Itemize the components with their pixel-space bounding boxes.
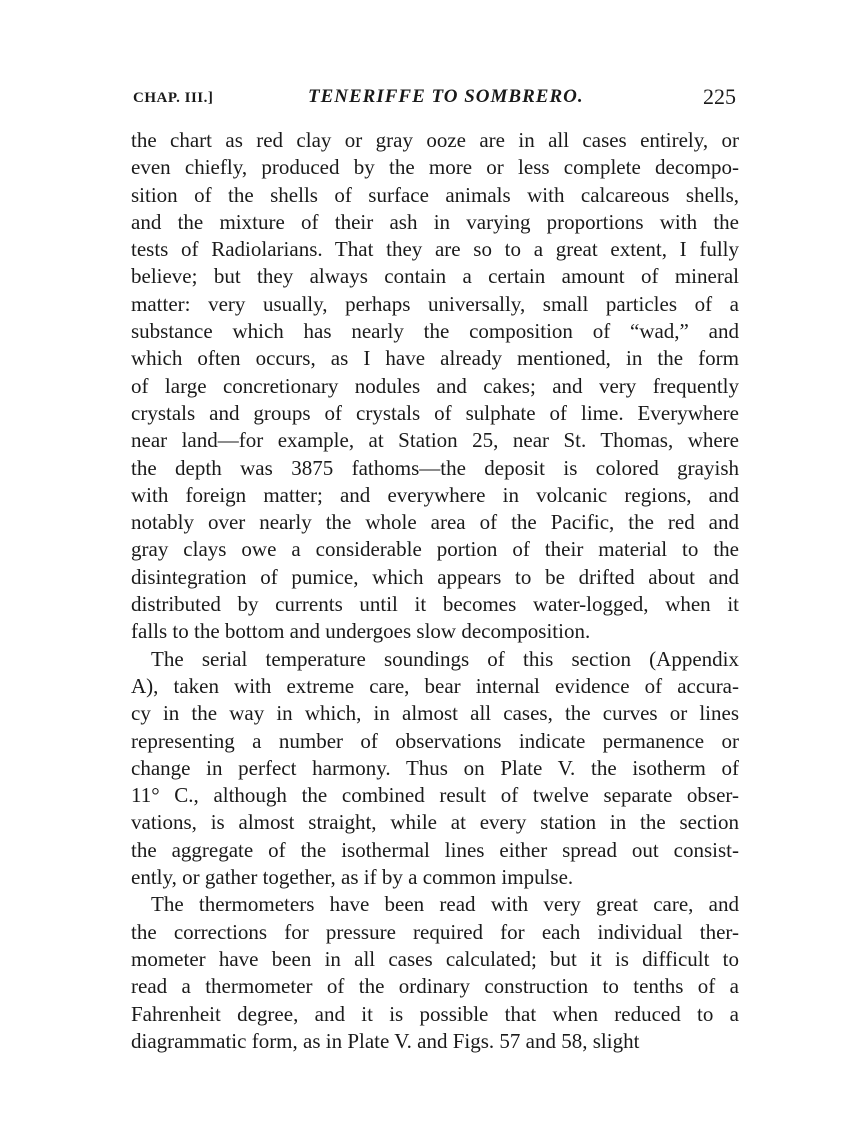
text-line: which often occurs, as I have already mentioned, in the form (131, 346, 739, 371)
text-line: notably over nearly the whole area of the Pacific, the red and (131, 510, 739, 535)
body-text (131, 127, 739, 1055)
text-line: of large concretionary nodules and cakes; and very frequently (131, 373, 739, 398)
text-line: crystals and groups of crystals of sulphate of lime. Everywhere (131, 400, 739, 425)
text-line: read a thermometer of the ordinary construction to tenths of a (131, 974, 739, 999)
text-line: 11° C., although the combined result of twelve separate obser- (131, 783, 739, 808)
text-line: mometer have been in all cases calculated; but it is difficult to (131, 946, 739, 971)
text-line: near land—for example, at Station 25, near St. Thomas, where (131, 428, 739, 453)
text-line: gray clays owe a considerable portion of their material to the (131, 537, 739, 562)
text-line: cy in the way in which, in almost all cases, the curves or lines (131, 701, 739, 726)
running-head (133, 84, 736, 116)
text-line: matter: very usually, perhaps universally, small particles of a (131, 291, 739, 316)
text-line: The serial temperature soundings of this section (Appendix (151, 646, 739, 671)
text-line: the depth was 3875 fathoms—the deposit is colored grayish (131, 455, 739, 480)
text-line: distributed by currents until it becomes water-logged, when it (131, 592, 739, 617)
chapter-label: CHAP. III.] (133, 90, 214, 106)
text-line: sition of the shells of surface animals with calcareous shells, (131, 182, 739, 207)
text-line: the corrections for pressure required for each individual ther- (131, 919, 739, 944)
text-line: The thermometers have been read with very great care, and (151, 892, 739, 917)
page-number: 225 (703, 84, 736, 109)
running-title: TENERIFFE TO SOMBRERO. (308, 86, 584, 107)
text-line: tests of Radiolarians. That they are so to a great extent, I fully (131, 237, 739, 262)
text-line: disintegration of pumice, which appears to be drifted about and (131, 564, 739, 589)
text-line: representing a number of observations indicate permanence or (131, 728, 739, 753)
text-line: falls to the bottom and undergoes slow decomposition. (131, 619, 591, 644)
text-line: and the mixture of their ash in varying proportions with the (131, 209, 739, 234)
text-line: the aggregate of the isothermal lines either spread out consist- (131, 837, 739, 862)
text-line: Fahrenheit degree, and it is possible that when reduced to a (131, 1001, 739, 1026)
paragraph (131, 646, 739, 892)
paragraph (131, 127, 739, 646)
text-line: A), taken with extreme care, bear internal evidence of accura- (131, 673, 739, 698)
text-line: the chart as red clay or gray ooze are in all cases entirely, or (131, 128, 739, 152)
paragraph (131, 891, 739, 1055)
text-line: change in perfect harmony. Thus on Plate V. the isotherm of (131, 755, 739, 780)
text-line: ently, or gather together, as if by a common impulse. (131, 865, 574, 890)
text-line: even chiefly, produced by the more or less complete decompo- (131, 155, 739, 180)
text-line: diagrammatic form, as in Plate V. and Figs. 57 and 58, slight (131, 1028, 640, 1053)
text-line: substance which has nearly the composition of “wad,” and (131, 319, 739, 344)
text-line: with foreign matter; and everywhere in volcanic regions, and (131, 482, 739, 507)
text-line: vations, is almost straight, while at every station in the section (131, 810, 739, 835)
text-line: believe; but they always contain a certain amount of mineral (131, 264, 739, 289)
